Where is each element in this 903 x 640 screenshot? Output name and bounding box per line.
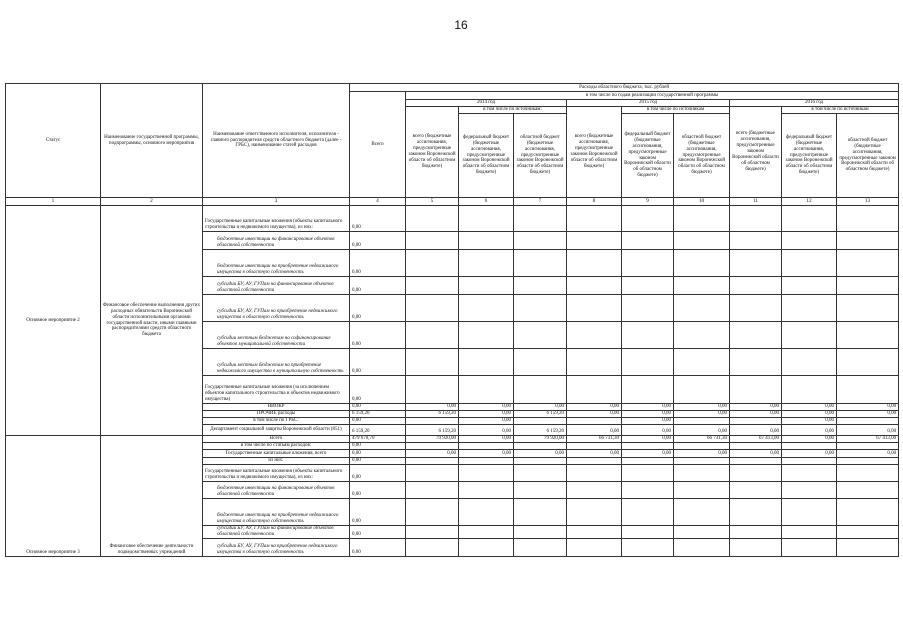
value-cell: 0,00: [674, 404, 730, 411]
value-cell: [406, 277, 459, 295]
col-num: 6: [459, 198, 514, 206]
value-cell: [459, 499, 514, 526]
total-value-cell: 0,00: [350, 295, 406, 322]
value-cell: 6 159,20: [514, 411, 567, 418]
total-value-cell: 0,00: [350, 538, 406, 556]
value-cell: [567, 443, 622, 450]
value-cell: [514, 443, 567, 450]
value-cell: 0,00: [782, 418, 837, 425]
value-cell: [782, 526, 837, 539]
value-cell: [514, 295, 567, 322]
col-num: 2: [101, 198, 203, 206]
value-cell: [622, 443, 674, 450]
value-cell: [782, 538, 837, 556]
section-3: [6, 436, 899, 557]
value-cell: [730, 499, 782, 526]
row-label: субсидии БУ, АУ, ГУПам на приобретение недвижимого имущества в областную собственность: [203, 295, 350, 322]
row-label: Государственные капитальные вложения (за исключением объектов капитального строительства и объектов недвижимого имущества): [203, 376, 350, 404]
value-cell: [837, 458, 899, 465]
value-cell: [674, 349, 730, 376]
row-label: в том числе по ГРБС:: [203, 418, 350, 425]
value-cell: [459, 458, 514, 465]
value-cell: [567, 295, 622, 322]
value-cell: [837, 322, 899, 349]
value-cell: [406, 206, 459, 232]
header-2016-sources: в том числе по источникам: [782, 107, 899, 114]
value-cell: [406, 443, 459, 450]
value-cell: [730, 232, 782, 250]
total-value-cell: 0,00: [350, 277, 406, 295]
value-cell: [730, 526, 782, 539]
total-value-cell: 0,00: [350, 376, 406, 404]
value-cell: 0,00: [567, 425, 622, 436]
value-cell: [837, 376, 899, 404]
value-cell: 66 731,30: [567, 436, 622, 443]
value-cell: [730, 465, 782, 482]
total-value-cell: 479 670,70: [350, 436, 406, 443]
value-cell: 0,00: [459, 425, 514, 436]
value-cell: [622, 465, 674, 482]
value-cell: [837, 295, 899, 322]
value-cell: [406, 349, 459, 376]
value-cell: [459, 322, 514, 349]
value-cell: [674, 465, 730, 482]
value-cell: [782, 482, 837, 499]
value-cell: [782, 250, 837, 277]
value-cell: 0,00: [837, 404, 899, 411]
value-cell: 0,00: [622, 418, 674, 425]
value-cell: [514, 206, 567, 232]
total-value-cell: 0,00: [350, 499, 406, 526]
total-value-cell: 0,00: [350, 465, 406, 482]
value-cell: [514, 322, 567, 349]
header-year-2014: 2014 год: [406, 100, 567, 107]
row-label: в том числе по статьям расходов:: [203, 443, 350, 450]
total-value-cell: 0,00: [350, 206, 406, 232]
row-label: субсидии БУ, АУ, ГУПам на финансирование объектов областной собственности: [203, 277, 350, 295]
header-2015-sources: в том числе по источникам: [622, 107, 730, 114]
value-cell: 0,00: [459, 418, 514, 425]
value-cell: 0,00: [782, 450, 837, 458]
value-cell: [674, 526, 730, 539]
value-cell: [674, 206, 730, 232]
row-label: Государственные капитальные вложения (объекты капитального строительства и недвижимого имущества), из них:: [203, 206, 350, 232]
value-cell: [837, 250, 899, 277]
value-cell: [674, 499, 730, 526]
value-cell: [730, 206, 782, 232]
total-value-cell: 6 159,20: [350, 425, 406, 436]
value-cell: 0,00: [567, 450, 622, 458]
row-label: субсидии местным бюджетам на софинансирование объектов муниципальной собственности: [203, 322, 350, 349]
value-cell: 0,00: [782, 404, 837, 411]
value-cell: [622, 349, 674, 376]
value-cell: [459, 482, 514, 499]
value-cell: [730, 458, 782, 465]
value-cell: 79 920,00: [514, 436, 567, 443]
value-cell: [567, 232, 622, 250]
value-cell: [459, 465, 514, 482]
header-2015-federal: федеральный бюджет (бюджетные ассигнования, предусмотренные законом Воронежской области об областном бюджете): [622, 114, 674, 198]
value-cell: [674, 376, 730, 404]
value-cell: [514, 538, 567, 556]
value-cell: [674, 232, 730, 250]
value-cell: [782, 458, 837, 465]
header-by-years: в том числе по годам реализации государственной программы: [406, 92, 899, 100]
value-cell: [730, 277, 782, 295]
value-cell: [782, 376, 837, 404]
value-cell: 6 159,20: [406, 425, 459, 436]
value-cell: [514, 482, 567, 499]
value-cell: [567, 499, 622, 526]
value-cell: [514, 250, 567, 277]
value-cell: [674, 322, 730, 349]
value-cell: [674, 458, 730, 465]
value-cell: [459, 443, 514, 450]
header-year-2015: 2015 год: [567, 100, 730, 107]
value-cell: [567, 418, 622, 425]
total-value-cell: 0,00: [350, 232, 406, 250]
value-cell: [406, 232, 459, 250]
value-cell: 0,00: [459, 404, 514, 411]
value-cell: [622, 206, 674, 232]
value-cell: 0,00: [406, 404, 459, 411]
col-num: 5: [406, 198, 459, 206]
value-cell: [406, 322, 459, 349]
total-value-cell: 6 159,20: [350, 411, 406, 418]
value-cell: [406, 458, 459, 465]
col-num: 8: [567, 198, 622, 206]
value-cell: [837, 277, 899, 295]
value-cell: [406, 499, 459, 526]
value-cell: [567, 250, 622, 277]
value-cell: [674, 295, 730, 322]
value-cell: [674, 482, 730, 499]
value-cell: [730, 443, 782, 450]
value-cell: 0,00: [674, 450, 730, 458]
value-cell: [837, 206, 899, 232]
value-cell: 0,00: [782, 436, 837, 443]
value-cell: 0,00: [622, 404, 674, 411]
header-status: Статус: [6, 84, 101, 198]
value-cell: [622, 295, 674, 322]
row-label: бюджетные инвестиции на приобретение недвижимого имущества в областную собственность: [203, 499, 350, 526]
value-cell: 0,00: [730, 450, 782, 458]
col-num: 9: [622, 198, 674, 206]
value-cell: 0,00: [567, 404, 622, 411]
value-cell: [459, 206, 514, 232]
value-cell: [730, 418, 782, 425]
budget-table: [5, 83, 899, 557]
value-cell: 0,00: [730, 411, 782, 418]
value-cell: [782, 465, 837, 482]
total-value-cell: 0,00: [350, 450, 406, 458]
value-cell: [622, 499, 674, 526]
value-cell: [730, 295, 782, 322]
row-label: ПРОЧИЕ расходы: [203, 411, 350, 418]
value-cell: [514, 232, 567, 250]
value-cell: [837, 232, 899, 250]
value-cell: [674, 277, 730, 295]
value-cell: 0,00: [567, 411, 622, 418]
value-cell: 67 413,00: [730, 436, 782, 443]
total-value-cell: 0,00: [350, 349, 406, 376]
program-name-cell: Финансовое обеспечение выполнения других расходных обязательств Воронежской области исполнительными органами государственной власти, иными главными распорядителями средств областного бюджета: [101, 206, 203, 436]
value-cell: [514, 349, 567, 376]
value-cell: [782, 277, 837, 295]
value-cell: 67 413,00: [837, 436, 899, 443]
value-cell: [514, 499, 567, 526]
value-cell: [622, 250, 674, 277]
value-cell: [622, 458, 674, 465]
value-cell: [406, 482, 459, 499]
header-expenses: Расходы областного бюджета, тыс. рублей: [350, 84, 899, 92]
value-cell: [459, 376, 514, 404]
value-cell: [674, 443, 730, 450]
value-cell: [837, 349, 899, 376]
value-cell: [837, 538, 899, 556]
value-cell: [782, 232, 837, 250]
col-num: 4: [350, 198, 406, 206]
total-value-cell: 0,00: [350, 526, 406, 539]
value-cell: [622, 322, 674, 349]
row-label: Всего: [203, 436, 350, 443]
value-cell: [782, 499, 837, 526]
value-cell: 0,00: [782, 411, 837, 418]
value-cell: [406, 376, 459, 404]
value-cell: [837, 465, 899, 482]
value-cell: [837, 443, 899, 450]
row-label: из них:: [203, 458, 350, 465]
row-label: бюджетные инвестиции на приобретение недвижимого имущества в областную собственность: [203, 250, 350, 277]
value-cell: [459, 277, 514, 295]
header-2016-federal: федеральный бюджет (бюджетные ассигнования, предусмотренные законом Воронежской области об областном бюджете): [782, 114, 837, 198]
value-cell: [730, 322, 782, 349]
value-cell: 66 731,30: [674, 436, 730, 443]
value-cell: [514, 465, 567, 482]
header-program-name: Наименование государственной программы, подпрограммы, основного мероприятия: [101, 84, 203, 198]
header-total: Всего: [350, 92, 406, 198]
value-cell: [782, 443, 837, 450]
value-cell: [567, 526, 622, 539]
value-cell: 79 920,00: [406, 436, 459, 443]
value-cell: [730, 538, 782, 556]
value-cell: 6 159,20: [514, 425, 567, 436]
col-num: 12: [782, 198, 837, 206]
value-cell: [567, 277, 622, 295]
value-cell: [514, 376, 567, 404]
total-value-cell: 0,00: [350, 443, 406, 450]
col-num: 3: [203, 198, 350, 206]
total-value-cell: 0,00: [350, 404, 406, 411]
value-cell: 0,00: [406, 450, 459, 458]
value-cell: 0,00: [459, 450, 514, 458]
value-cell: [730, 482, 782, 499]
value-cell: [622, 277, 674, 295]
status-cell: Основное мероприятие 3: [6, 436, 101, 557]
row-label: субсидии БУ, АУ, ГУПам на приобретение недвижимого имущества в областную собственность: [203, 538, 350, 556]
header-2015-total: всего (бюджетные ассигнования, предусмотренные законом Воронежской области об областном бюджете): [567, 107, 622, 198]
value-cell: [406, 465, 459, 482]
value-cell: [406, 526, 459, 539]
value-cell: [406, 250, 459, 277]
total-value-cell: 0,00: [350, 418, 406, 425]
page-number: 16: [454, 18, 468, 32]
row-label: Государственные капитальные вложения, всего: [203, 450, 350, 458]
col-num: 13: [837, 198, 899, 206]
table-row: [6, 206, 899, 232]
value-cell: [459, 349, 514, 376]
table-row: [6, 436, 899, 443]
row-label: бюджетные инвестиции на финансирование объектов областной собственности: [203, 232, 350, 250]
value-cell: [567, 538, 622, 556]
header-year-2016: 2016 год: [730, 100, 899, 107]
header-2014-federal: федеральный бюджет (бюджетные ассигнования, предусмотренные законом Воронежской области об областном бюджете): [459, 114, 514, 198]
col-num: 1: [6, 198, 101, 206]
value-cell: [674, 538, 730, 556]
value-cell: 0,00: [730, 404, 782, 411]
row-label: Государственные капитальные вложения (объекты капитального строительства и недвижимого имущества), из них:: [203, 465, 350, 482]
value-cell: [406, 418, 459, 425]
value-cell: [674, 250, 730, 277]
row-label: субсидии местным бюджетам на приобретение недвижимого имущества в муниципальную собственность: [203, 349, 350, 376]
value-cell: 0,00: [837, 411, 899, 418]
value-cell: [622, 376, 674, 404]
total-value-cell: 0,00: [350, 322, 406, 349]
row-label: субсидии БУ, АУ, ГУПам на финансирование объектов областной собственности: [203, 526, 350, 539]
value-cell: [782, 322, 837, 349]
value-cell: [567, 458, 622, 465]
header-2015-regional: областной бюджет (бюджетные ассигнования, предусмотренные законом Воронежской области об областном бюджете): [674, 114, 730, 198]
total-value-cell: 0,00: [350, 250, 406, 277]
value-cell: [782, 349, 837, 376]
value-cell: [622, 538, 674, 556]
value-cell: [406, 538, 459, 556]
header-2016-total: всего (бюджетные ассигнования, предусмотренные законом Воронежской области об областном бюджете): [730, 107, 782, 198]
value-cell: [674, 418, 730, 425]
total-value-cell: 0,00: [350, 458, 406, 465]
header-2016-regional: областной бюджет (бюджетные ассигнования, предусмотренные законом Воронежской области об областном бюджете): [837, 114, 899, 198]
total-value-cell: 0,00: [350, 482, 406, 499]
value-cell: [459, 232, 514, 250]
col-num: 7: [514, 198, 567, 206]
value-cell: [567, 349, 622, 376]
value-cell: 0,00: [837, 425, 899, 436]
value-cell: [459, 250, 514, 277]
value-cell: [567, 206, 622, 232]
row-label: бюджетные инвестиции на финансирование объектов областной собственности: [203, 482, 350, 499]
value-cell: [837, 482, 899, 499]
value-cell: [514, 418, 567, 425]
value-cell: [837, 526, 899, 539]
status-cell: Основное мероприятие 2: [6, 206, 101, 436]
row-label: НИОКР: [203, 404, 350, 411]
value-cell: 0,00: [459, 436, 514, 443]
value-cell: [567, 376, 622, 404]
value-cell: 0,00: [730, 425, 782, 436]
value-cell: [567, 322, 622, 349]
value-cell: [622, 482, 674, 499]
value-cell: 0,00: [514, 450, 567, 458]
value-cell: 0,00: [674, 411, 730, 418]
value-cell: [459, 526, 514, 539]
value-cell: [837, 418, 899, 425]
value-cell: [514, 277, 567, 295]
value-cell: 0,00: [514, 404, 567, 411]
value-cell: [459, 538, 514, 556]
value-cell: [406, 295, 459, 322]
value-cell: [514, 526, 567, 539]
value-cell: [782, 295, 837, 322]
header-2014-regional: областной бюджет (бюджетные ассигнования, предусмотренные законом Воронежской области об областном бюджете): [514, 114, 567, 198]
value-cell: [622, 232, 674, 250]
col-num: 10: [674, 198, 730, 206]
row-label: Департамент социальной защиты Воронежской области (851): [203, 425, 350, 436]
col-num: 11: [730, 198, 782, 206]
value-cell: [567, 482, 622, 499]
section-2: [6, 206, 899, 436]
value-cell: 0,00: [782, 425, 837, 436]
value-cell: [730, 376, 782, 404]
header-2014-total: всего (бюджетные ассигнования, предусмотренные законом Воронежской области об областном бюджете): [406, 107, 459, 198]
value-cell: [567, 465, 622, 482]
value-cell: [459, 295, 514, 322]
value-cell: 0,00: [622, 436, 674, 443]
value-cell: 0,00: [837, 450, 899, 458]
value-cell: [514, 458, 567, 465]
value-cell: [730, 349, 782, 376]
program-name-cell: Финансовое обеспечение деятельности подведомственных учреждений: [101, 436, 203, 557]
value-cell: 0,00: [622, 425, 674, 436]
value-cell: 0,00: [674, 425, 730, 436]
value-cell: 0,00: [622, 450, 674, 458]
header-executor: Наименование ответственного исполнителя, исполнителя - главного распорядителя средств областного бюджета (далее - ГРБС), наименование статей расходов: [203, 84, 350, 198]
value-cell: 0,00: [459, 411, 514, 418]
value-cell: [837, 499, 899, 526]
header-2014-sources: в том числе по источникам:: [459, 107, 567, 114]
value-cell: 6 159,20: [406, 411, 459, 418]
value-cell: [782, 206, 837, 232]
value-cell: 0,00: [622, 411, 674, 418]
value-cell: [730, 250, 782, 277]
value-cell: [622, 526, 674, 539]
